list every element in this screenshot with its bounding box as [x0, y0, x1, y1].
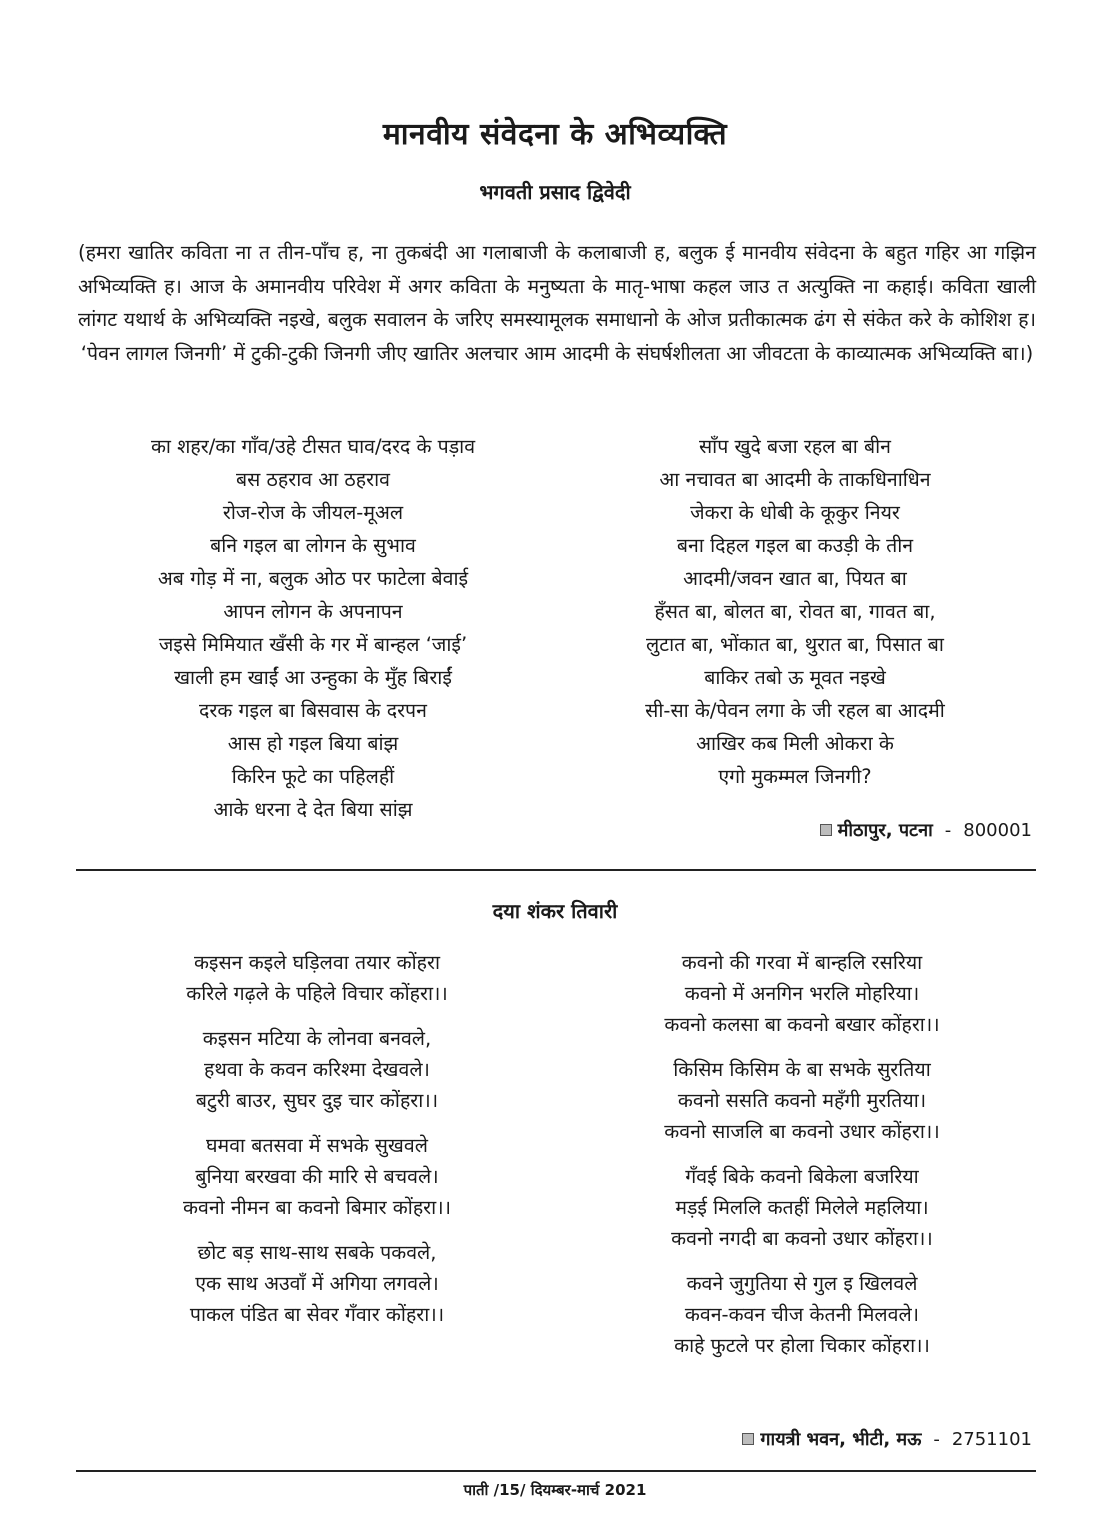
poem-line: बुनिया बरखवा की मारि से बचवले।: [195, 1165, 439, 1188]
poem-line: आपन लोगन के अपनापन: [223, 600, 403, 623]
poem-line: हँसत बा, बोलत बा, रोवत बा, गावत बा,: [654, 600, 936, 623]
poem-line: सी-सा के/पेवन लगा के जी रहल बा आदमी: [645, 699, 945, 722]
poem-line: कवने जुगुतिया से गुल इ खिलवले: [686, 1272, 918, 1295]
poem-column-right: [572, 947, 1032, 1375]
author-name: दया शंकर तिवारी: [492, 899, 618, 923]
poem-line: किसिम किसिम के बा सभके सुरतिया: [673, 1058, 931, 1081]
poem-line: बस ठहराव आ ठहराव: [236, 468, 390, 491]
poem-line: एगो मुकम्मल जिनगी?: [718, 765, 872, 788]
poem-line: कवनो ससति कवनो महँगी मुरतिया।: [677, 1089, 927, 1112]
stanza: [78, 947, 556, 1009]
stanza: [78, 1130, 556, 1223]
stanza: [572, 947, 1032, 1040]
section-divider: [76, 869, 1036, 871]
poem-line: आ नचावत बा आदमी के ताकधिनाधिन: [659, 468, 931, 491]
intro-paragraph: (हमरा खातिर कविता ना त तीन-पाँच ह, ना तुकबंदी आ गलाबाजी के कलाबाजी ह, बलुक ई मानवीय संवेदना के बहुत गहिर आ गझिन अभिव्यक्ति ह। आज के अमानवीय परिवेश में अगर कविता के मनुष्यता के मातृ-भाषा कहल जाउ त अत्युक्ति ना कहाई। कविता खाली लांगट यथार्थ के अभिव्यक्ति नइखे, बलुक सवालन के जरिए समस्यामूलक समाधानो के ओज प्रतीकात्मक ढंग से संकेत करे के कोशिश ह। ‘पेवन लागल जिनगी’ में टुकी-टुकी जिनगी जीए खातिर अलचार आम आदमी के संघर्षशीलता आ जीवटता के काव्यात्मक अभिव्यक्ति बा।): [78, 241, 1036, 365]
footer-divider: [76, 1470, 1036, 1472]
poem-line: आके धरना दे देत बिया सांझ: [213, 798, 413, 821]
address-place: गायत्री भवन, भीटी, मऊ: [760, 1429, 922, 1450]
address-pin: 800001: [963, 819, 1032, 841]
poem-line: खाली हम खाईं आ उन्हुका के मुँह बिराईं: [174, 666, 452, 689]
square-bullet-icon: [820, 824, 832, 836]
poem-line: आदमी/जवन खात बा, पियत बा: [683, 567, 907, 590]
poem-line: बना दिहल गइल बा कउड़ी के तीन: [676, 534, 914, 557]
poem-line: रोज-रोज के जीयल-मूअल: [222, 501, 404, 524]
poem-line: एक साथ अउवाँ में अगिया लगवले।: [195, 1272, 439, 1295]
poem-line: किरिन फूटे का पहिलहीं: [231, 765, 395, 788]
poem-line: कइसन कइले घड़िलवा तयार कोंहरा: [193, 951, 441, 974]
author-address: [742, 1427, 1032, 1451]
poem-line: कइसन मटिया के लोनवा बनवले,: [202, 1027, 432, 1050]
poem-line: लुटात बा, भोंकात बा, थुरात बा, पिसात बा: [646, 633, 944, 656]
poem-line: हथवा के कवन करिश्मा देखवले।: [204, 1058, 430, 1081]
square-bullet-icon: [742, 1433, 754, 1445]
poem-line: आखिर कब मिली ओकरा के: [696, 732, 894, 755]
poem-line: छोट बड़ साथ-साथ सबके पकवले,: [197, 1241, 437, 1264]
poem-line: मड़ई मिललि कतहीं मिलेले महलिया।: [675, 1196, 929, 1219]
poem-line: कवनो नगदी बा कवनो उधार कोंहरा।।: [671, 1227, 933, 1250]
address-dash: -: [933, 1428, 940, 1450]
poem-line: आस हो गइल बिया बांझ: [227, 732, 399, 755]
page-footer: पाती /15/ दियम्बर-मार्च 2021: [463, 1481, 647, 1499]
stanza: [572, 1268, 1032, 1361]
poem-line: कवनो में अनगिन भरलि मोहरिया।: [684, 982, 920, 1005]
poem-line: कवनो कलसा बा कवनो बखार कोंहरा।।: [664, 1013, 940, 1036]
poem-line: घमवा बतसवा में सभके सुखवले: [206, 1134, 428, 1157]
poem-line: कवन-कवन चीज केतनी मिलवले।: [684, 1303, 920, 1326]
poem-line: बटुरी बाउर, सुघर दुइ चार कोंहरा।।: [195, 1089, 439, 1112]
poem-line: कवनो नीमन बा कवनो बिमार कोंहरा।।: [183, 1196, 451, 1219]
stanza: [78, 1023, 556, 1116]
poem-column-left: [78, 430, 548, 826]
poem-line: साँप खुदे बजा रहल बा बीन: [698, 435, 891, 458]
poem-line: काहे फुटले पर होला चिकार कोंहरा।।: [674, 1334, 930, 1357]
stanza: [572, 1054, 1032, 1147]
address-pin: 2751101: [951, 1428, 1032, 1450]
poem-line: दरक गइल बा बिसवास के दरपन: [199, 699, 427, 722]
poem-line: अब गोड़ में ना, बलुक ओठ पर फाटेला बेवाई: [157, 567, 469, 590]
poem-line: गँवई बिके कवनो बिकेला बजरिया: [685, 1165, 919, 1188]
author-name: भगवती प्रसाद द्विवेदी: [479, 180, 631, 204]
poem-line: कवनो की गरवा में बान्हलि रसरिया: [681, 951, 923, 974]
stanza: [78, 1237, 556, 1330]
poem-column-right: [560, 430, 1030, 793]
poem-line: जइसे मिमियात खँसी के गर में बान्हल ‘जाई’: [158, 633, 468, 656]
address-dash: -: [944, 819, 952, 841]
poem-column-left: [78, 947, 556, 1344]
author-address: [820, 818, 1032, 842]
poem-line: करिले गढ़ले के पहिले विचार कोंहरा।।: [186, 982, 448, 1005]
poem-line: पाकल पंडित बा सेवर गँवार कोंहरा।।: [189, 1303, 445, 1326]
poem-line: कवनो साजलि बा कवनो उधार कोंहरा।।: [664, 1120, 940, 1143]
poem-line: जेकरा के धोबी के कूकुर नियर: [690, 501, 900, 524]
poem-line: का शहर/का गाँव/उहे टीसत घाव/दरद के पड़ाव: [150, 435, 476, 458]
page-title: मानवीय संवेदना के अभिव्यक्ति: [382, 117, 728, 152]
stanza: [572, 1161, 1032, 1254]
address-place: मीठापुर, पटना: [837, 820, 933, 841]
poem-line: बनि गइल बा लोगन के सुभाव: [210, 534, 416, 557]
poem-line: बाकिर तबो ऊ मूवत नइखे: [704, 666, 886, 689]
